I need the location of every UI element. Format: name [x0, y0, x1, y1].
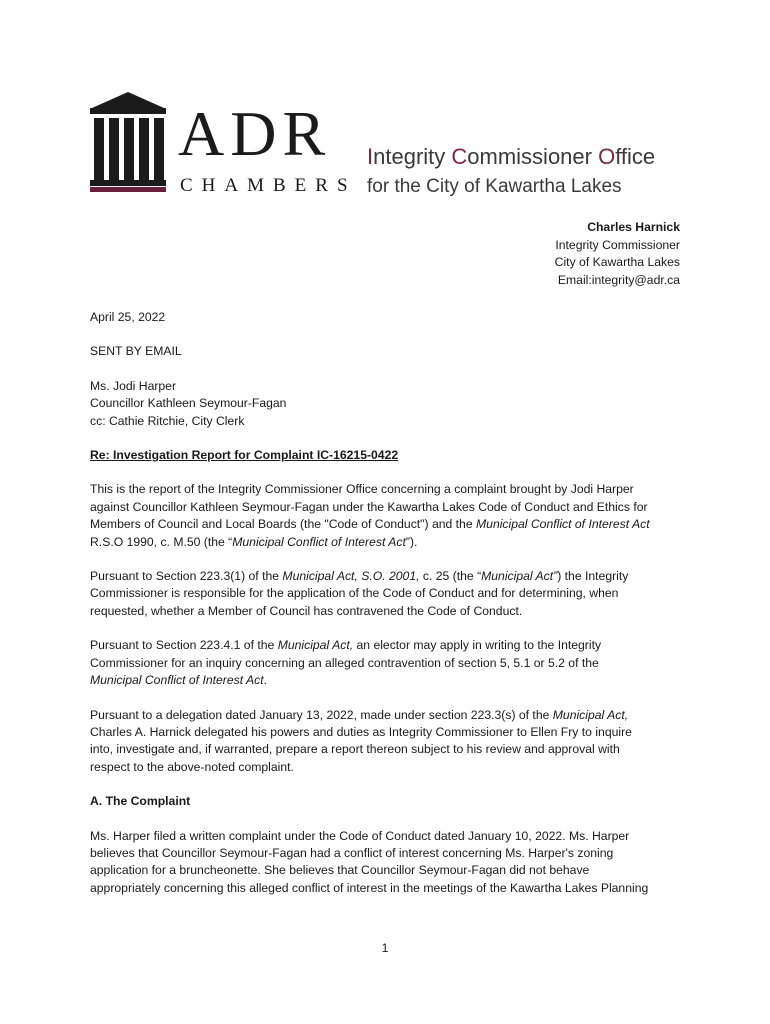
recipient: Ms. Jodi Harper: [90, 378, 177, 393]
re-line: Re: Investigation Report for Complaint IC-16215-0422: [90, 448, 399, 463]
paragraph-elector: Pursuant to Section 223.4.1 of the Municipal Act, an elector may apply in writing to the Integrity Commissioner for an inquiry concerning an alleged contravention of section 5, 5.1 or 5.2 of the Municipal Conflict of Interest Act.: [90, 638, 602, 688]
sender-name: Charles Harnick: [587, 220, 680, 234]
sender-title: Integrity Commissioner: [555, 237, 680, 252]
sender-block: [555, 219, 680, 289]
paragraph-authority: Pursuant to Section 223.3(1) of the Municipal Act, S.O. 2001, c. 25 (the “Municipal Act”) the Integrity Commissioner is responsible for the application of the Code of Conduct and for determining, when requested, whether a Member of Council has contravened the Code of Conduct.: [90, 569, 629, 618]
cc-line: cc: Cathie Ritchie, City Clerk: [90, 413, 245, 428]
page-number: 1: [381, 941, 389, 955]
letterhead: [90, 92, 690, 202]
recipient: Councillor Kathleen Seymour-Fagan: [90, 396, 287, 411]
letter-body: [90, 309, 685, 914]
brand-main: ADR: [178, 98, 332, 169]
paragraph-complaint: Ms. Harper filed a written complaint under the Code of Conduct dated January 10, 2022. Ms. Harper believes that Councillor Seymour-Fagan had a conflict of interest concerning Ms. Harper's zoning application for a bruncheonette. She believes that Councillor Seymour-Fagan did not behave appropriately concerning this alleged conflict of interest in the meetings of the Kawartha Lakes Planning: [90, 828, 649, 895]
sender-email: Email:integrity@adr.ca: [557, 272, 680, 287]
letter-date: April 25, 2022: [90, 310, 166, 324]
recipients: [90, 378, 685, 430]
office-title: Integrity Commissioner Office: [367, 144, 656, 169]
delivery-method: SENT BY EMAIL: [90, 344, 182, 359]
sender-org: City of Kawartha Lakes: [554, 255, 680, 270]
brand-sub: CHAMBERS: [180, 175, 357, 196]
courthouse-columns-icon: [90, 92, 166, 196]
office-subtitle: for the City of Kawartha Lakes: [367, 176, 622, 197]
paragraph-intro: This is the report of the Integrity Commissioner Office concerning a complaint brought by Jodi Harper against Councillor Kathleen Seymour-Fagan under the Kawartha Lakes Code of Conduct and Ethics for Members of Council and Local Boards (the "Code of Conduct") and the Municipal Conflict of Interest Act R.S.O 1990, c. M.50 (the “Municipal Conflict of Interest Act”).: [90, 482, 650, 549]
paragraph-delegation: Pursuant to a delegation dated January 13, 2022, made under section 223.3(s) of the Municipal Act, Charles A. Harnick delegated his powers and duties as Integrity Commissioner to Ellen Fry to inquire into, investigate and, if warranted, prepare a report thereon subject to his review and approval with respect to the above-noted complaint.: [90, 707, 632, 774]
section-heading: A. The Complaint: [90, 794, 191, 809]
